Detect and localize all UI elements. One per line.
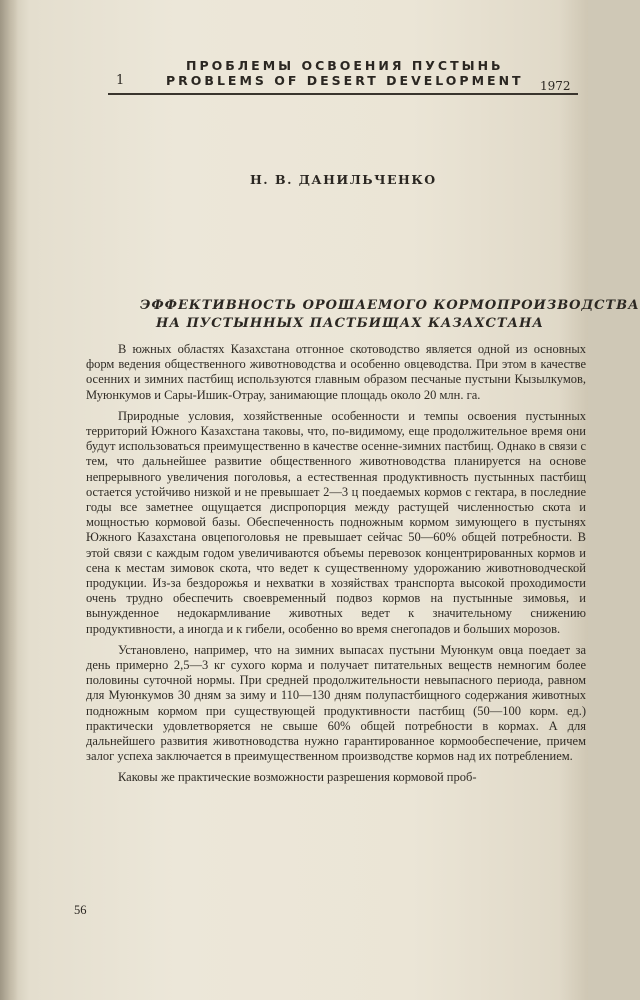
article-title-line-1: ЭФФЕКТИВНОСТЬ ОРОШАЕМОГО КОРМОПРОИЗВОДСТВА <box>140 298 640 313</box>
body-paragraph-2: Природные условия, хозяйственные особенности и темпы освоения пустынных территорий Южного Казахстана таковы, что, по-видимому, еще продолжительное время они будут использоваться преимущественно в качестве осенне-зимних пастбищ. Однако в связи с тем, что дальнейшее развитие общественного животноводства планируется на основе непрерывного увеличения поголовья, а естественная продуктивность пустынных пастбищ остается устойчиво низкой и не превышает 2—3 ц поедаемых кормов с гектара, в последние годы все заметнее ощущается диспропорция между растущей численностью скота и мощностью кормовой базы. Обеспеченность подножным кормом зимующего в пустынях Южного Казахстана овцепоголовья не превышает сейчас 50—60% общей потребности. В этой связи с каждым годом увеличиваются объемы перевозок концентрированных кормов и сена к местам зимовок скота, что ведет к существенному удорожанию животноводческой продукции. Из-за бездорожья и нехватки в хозяйствах транспорта высокой проходимости очень трудно обеспечить своевременный подвоз кормов на пустынные зимовья, и вынужденное недокармливание животных ведет к значительному снижению продуктивности, а иногда и к гибели, особенно во время снегопадов и больших морозов. <box>86 408 586 636</box>
header-rule <box>108 93 578 95</box>
running-title-en: PROBLEMS OF DESERT DEVELOPMENT <box>166 73 524 88</box>
running-title-ru: ПРОБЛЕМЫ ОСВОЕНИЯ ПУСТЫНЬ <box>186 58 504 73</box>
body-paragraph-1: В южных областях Казахстана отгонное скотоводство является одной из основных форм ведения общественного животноводства и особенно овцеводства. При этом в качестве осенних и зимних пастбищ используются главным образом песчаные пустыни Кызылкумов, Муюнкумов и Сары-Ишик-Отрау, занимающие площадь около 20 млн. га. <box>86 342 586 402</box>
body-paragraph-4: Каковы же практические возможности разрешения кормовой проб- <box>118 770 477 785</box>
page-number: 56 <box>74 903 87 917</box>
issue-number: 1 <box>116 73 125 88</box>
article-body <box>86 342 586 792</box>
issue-year: 1972 <box>540 79 571 93</box>
article-author: Н. В. ДАНИЛЬЧЕНКО <box>250 172 437 187</box>
article-title-line-2: НА ПУСТЫННЫХ ПАСТБИЩАХ КАЗАХСТАНА <box>156 316 544 331</box>
page-gutter-shadow <box>0 0 18 1000</box>
body-paragraph-3: Установлено, например, что на зимних выпасах пустыни Муюнкум овца поедает за день примерно 2,5—3 кг сухого корма и получает питательных веществ немногим более половины суточной нормы. При средней продолжительности невыпасного периода, равном для Муюнкумов 30 дням за зиму и 110—130 дням полупастбищного содержания животных подножным кормом при существующей продуктивности пастбищ (50—100 корм. ед.) практически удовлетворяется не свыше 60% общей потребности в кормах. А для дальнейшего развития животноводства нужно гарантированное кормообеспечение, причем залог успеха заключается в преимущественном производстве кормов над их потреблением. <box>86 642 586 764</box>
